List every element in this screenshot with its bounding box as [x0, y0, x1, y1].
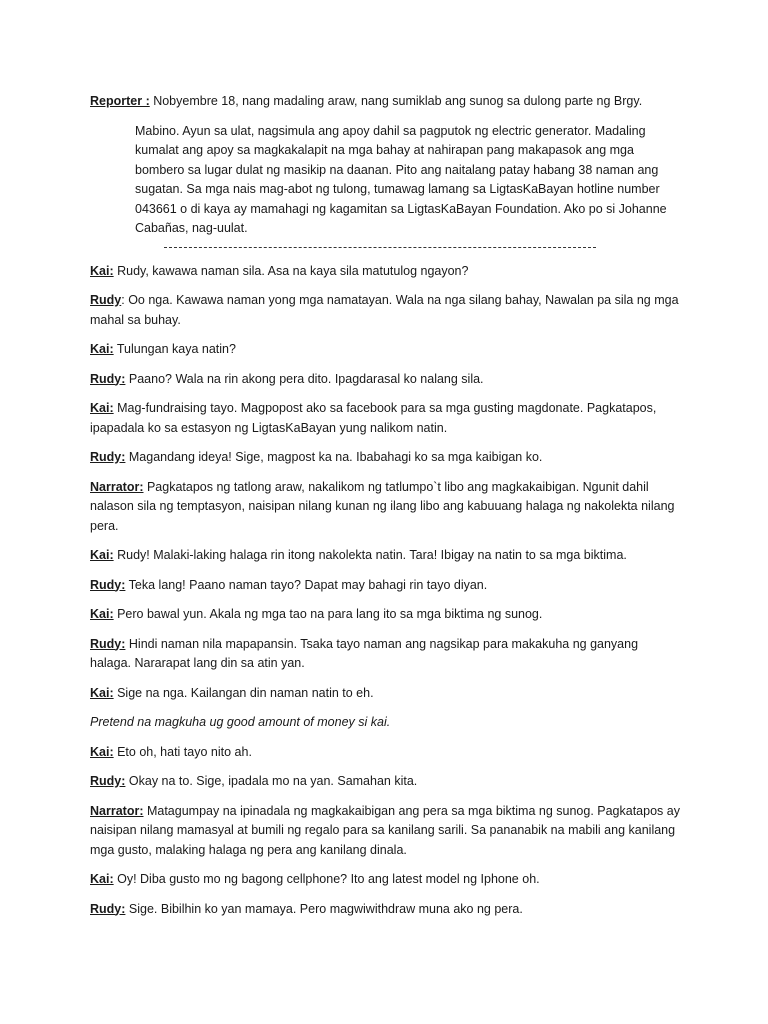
dialogue-line — [90, 291, 680, 330]
dialogue-block-2 — [90, 743, 680, 920]
dialogue-line — [90, 635, 680, 674]
line-text: Pero bawal yun. Akala ng mga tao na para lang ito sa mga biktima ng sunog. — [113, 607, 543, 621]
dialogue-line — [90, 399, 680, 438]
speaker-label: Rudy: — [90, 577, 126, 592]
dialogue-line — [90, 684, 680, 704]
speaker-label: Kai: — [90, 607, 114, 621]
line-text: Nobyembre 18, nang madaling araw, nang sumiklab ang sunog sa dulong parte ng Brgy. — [149, 94, 643, 108]
dialogue-line — [90, 370, 680, 390]
line-text: Matagumpay na ipinadala ng magkakaibigan ang pera sa mga biktima ng sunog. Pagkatapos ay naisipan nilang mamasyal at bumili ng regalo para sa kanilang sarili. Sa pananabik na mabili ang kanilang mga gusto, malaking halaga ng pera ang kanilang dinala. — [90, 803, 680, 857]
speaker-label: Kai: — [90, 548, 114, 562]
speaker-label: Rudy: — [90, 901, 126, 916]
line-text: Hindi naman nila mapapansin. Tsaka tayo naman ang nagsikap para makakuha ng ganyang halaga. Nararapat lang din sa atin yan. — [90, 636, 639, 670]
speaker-label: Narrator: — [90, 803, 144, 818]
speaker-label: Rudy: — [90, 450, 126, 464]
speaker-label: Rudy: — [90, 371, 126, 386]
dashed-divider — [164, 247, 596, 248]
speaker-label: Reporter : — [90, 94, 150, 108]
stage-direction: Pretend na magkuha ug good amount of money si kai. — [90, 715, 391, 729]
dialogue-line — [90, 340, 680, 360]
line-text: Mag-fundraising tayo. Magpopost ako sa facebook para sa mga gusting magdonate. Pagkatapos, ipapadala ko sa estasyon ng LigtasKaBayan yung nalikom natin. — [90, 401, 657, 435]
line-text: Rudy, kawawa naman sila. Asa na kaya sila matutulog ngayon? — [113, 263, 469, 278]
speaker-label: Kai: — [90, 872, 114, 886]
dialogue-line — [90, 743, 680, 763]
speaker-label: Kai: — [90, 744, 114, 759]
line-text: Paano? Wala na rin akong pera dito. Ipagdarasal ko nalang sila. — [125, 371, 484, 386]
speaker-label: Rudy: — [90, 774, 126, 788]
reporter-continuation: Mabino. Ayun sa ulat, nagsimula ang apoy dahil sa pagputok ng electric generator. Madaling kumalat ang apoy sa magkakalapit na mga bahay at nahirapan pang makapasok ang mga bombero sa lugar dulat ng masikip na daanan. Pito ang naitalang patay habang 38 naman ang sugatan. Sa mga nais mag-abot ng tulong, tumawag lamang sa LigtasKaBayan hotline number 043661 o di kaya ay mamahagi ng kagamitan sa LigtasKaBayan Foundation. Ako po si Johanne Cabañas, nag-uulat. — [135, 123, 667, 235]
speaker-label: Kai: — [90, 342, 114, 356]
line-text: Sige. Bibilhin ko yan mamaya. Pero magwiwithdraw muna ako ng pera. — [125, 901, 523, 916]
dialogue-line — [90, 870, 680, 890]
line-text: Eto oh, hati tayo nito ah. — [113, 744, 252, 759]
line-text: Sige na nga. Kailangan din naman natin to eh. — [113, 685, 374, 700]
speaker-label: Kai: — [90, 263, 114, 278]
line-text: Rudy! Malaki-laking halaga rin itong nakolekta natin. Tara! Ibigay na natin to sa mga biktima. — [113, 548, 627, 562]
line-text: Teka lang! Paano naman tayo? Dapat may bahagi rin tayo diyan. — [125, 577, 488, 592]
speaker-label: Narrator: — [90, 479, 144, 494]
line-text: Okay na to. Sige, ipadala mo na yan. Samahan kita. — [125, 774, 418, 788]
speaker-label: Kai: — [90, 401, 114, 415]
reporter-line — [90, 92, 680, 112]
line-text: Magandang ideya! Sige, magpost ka na. Ibabahagi ko sa mga kaibigan ko. — [125, 450, 543, 464]
line-text: Tulungan kaya natin? — [113, 342, 236, 356]
dialogue-line — [90, 802, 680, 861]
line-text: : Oo nga. Kawawa naman yong mga namatayan. Wala na nga silang bahay, Nawalan pa sila ng mga mahal sa buhay. — [90, 293, 679, 327]
speaker-label: Kai: — [90, 685, 114, 700]
dialogue-line — [90, 605, 680, 625]
dialogue-line — [90, 448, 680, 468]
line-text: Pagkatapos ng tatlong araw, nakalikom ng tatlumpo`t libo ang magkakaibigan. Ngunit dahil nalason sila ng temptasyon, naisipan nilang kunan ng ilang libo ang kabuuang halaga ng nakolekta nilang pera. — [90, 479, 675, 533]
dialogue-line — [90, 478, 680, 537]
dialogue-block-1 — [90, 262, 680, 704]
speaker-label: Rudy — [90, 293, 122, 307]
dialogue-line — [90, 546, 680, 566]
dialogue-line — [90, 576, 680, 596]
dialogue-line — [90, 262, 680, 282]
speaker-label: Rudy: — [90, 636, 126, 651]
document-page — [90, 92, 680, 929]
dialogue-line — [90, 772, 680, 792]
line-text: Oy! Diba gusto mo ng bagong cellphone? Ito ang latest model ng Iphone oh. — [113, 872, 540, 886]
dialogue-line — [90, 900, 680, 920]
